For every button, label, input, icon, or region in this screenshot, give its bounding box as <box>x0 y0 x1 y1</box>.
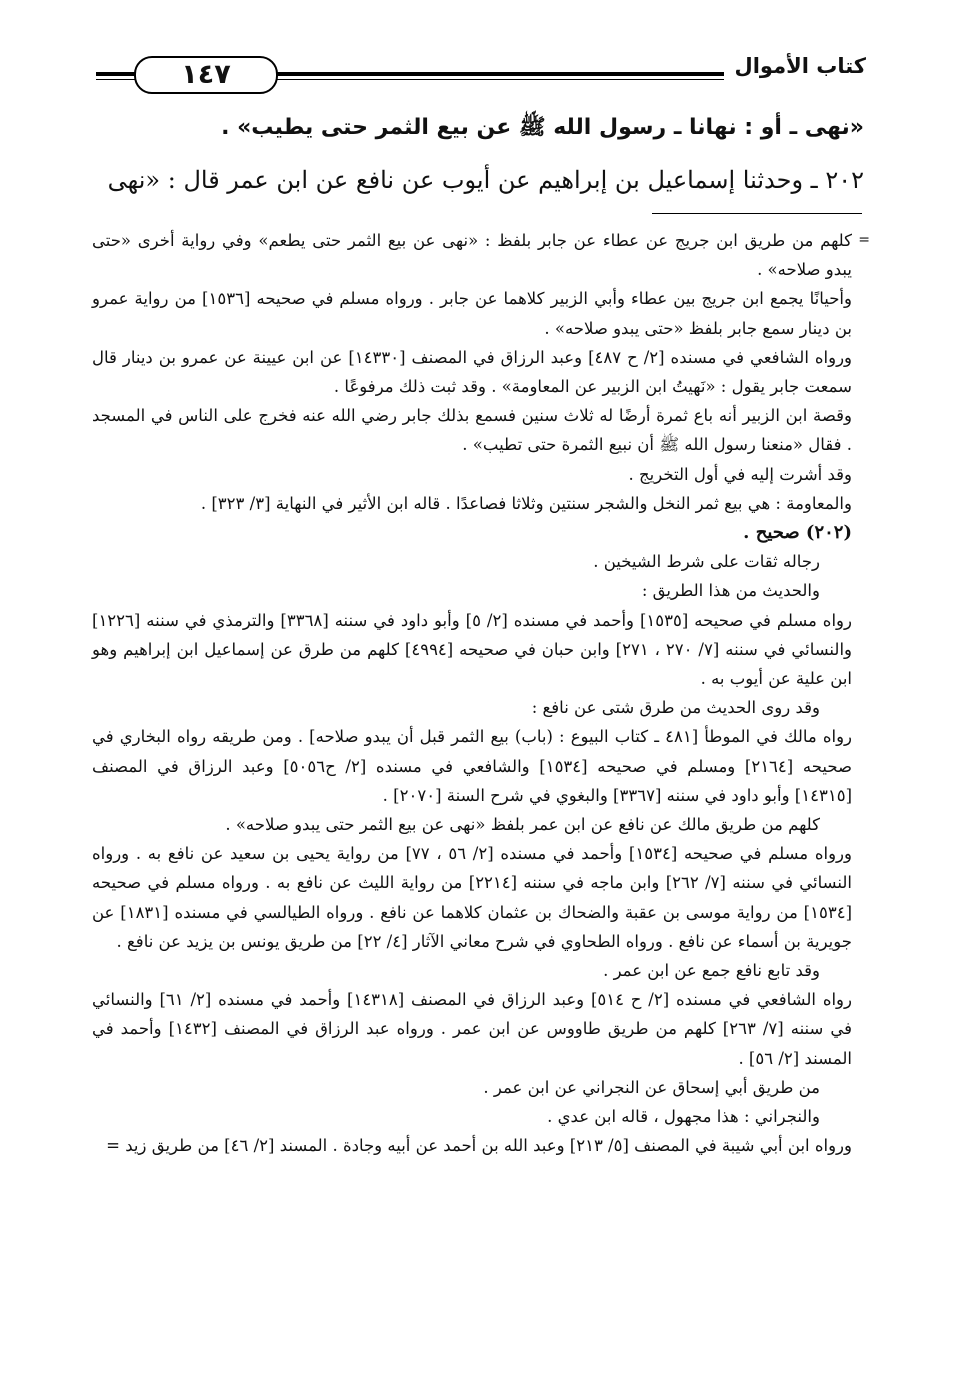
main-text-hadith-202: ٢٠٢ ـ وحدثنا إسماعيل بن إبراهيم عن أيوب عن نافع عن ابن عمر قال : «نهى <box>107 166 864 194</box>
footnote-paragraph: ورواه الشافعي في مسنده [٢/ ح ٤٨٧] وعبد الرزاق في المصنف [١٤٣٣٠] عن ابن عيينة عن عمرو بن دينار قال سمعت جابر يقول : «نَهيتُ ابن الزبير عن المعاومة» . وقد ثبت ذلك مرفوعًا . <box>92 347 853 397</box>
footnote-paragraph: كلهم من طريق ابن جريج عن عطاء عن جابر بلفظ : «نهى عن بيع الثمر حتى يطعم» وفي رواية أخرى «حتى يبدو صلاحه» . <box>92 231 853 280</box>
main-text-line-1: «نهى ـ أو : نهانا ـ رسول الله ﷺ عن بيع الثمر حتى يطيب» . <box>221 115 864 140</box>
book-title: كتاب الأموال <box>734 54 866 78</box>
footnote-paragraph: رجاله ثقات على شرط الشيخين . <box>593 552 820 572</box>
page-number: ١٤٧ <box>134 56 278 94</box>
continuation-mark: = <box>858 232 870 248</box>
footnote-paragraph: والمعاومة : هي بيع ثمر النخل والشجر سنتين وثلاثا فصاعدًا . قاله ابن الأثير في النهاية [٣/ ٣٢٣] . <box>200 493 852 513</box>
footnote-paragraph: وأحيانًا يجمع ابن جريج بين عطاء وأبي الزبير كلاهما عن جابر . ورواه مسلم في صحيحه [١٥٣٦] من رواية عمرو بن دينار سمع جابر بلفظ «حتى يبدو صلاحه» . <box>92 289 852 338</box>
footnote-paragraph: رواه مالك في الموطأ [٤٨١ ـ كتاب البيوع : (باب) بيع الثمر قبل أن يبدو صلاحه] . ومن طريقه رواه البخاري في صحيحه [٢١٦٤] ومسلم في صحيحه [١٥٣٤] والشافعي في مسنده [٢/ ح٥٠٥٦] وعبد الرزاق في المصنف [١٤٣١٥] وأبو داود في سننه [٣٣٦٧] والبغوي في شرح السنة [٢٠٧٠] . <box>92 727 853 805</box>
footnote-paragraph: كلهم من طريق مالك عن نافع عن ابن عمر بلفظ «نهى عن بيع الثمر حتى يبدو صلاحه» . <box>225 815 820 835</box>
footnote-paragraph: من طريق أبي إسحاق عن النجراني عن ابن عمر . <box>483 1077 820 1097</box>
footnote-heading: (٢٠٢) صحيح . <box>743 522 852 544</box>
page-header <box>96 52 866 100</box>
footnote-paragraph: والنجراني : هذا مجهول ، قاله ابن عدي . <box>547 1107 820 1127</box>
footnote-paragraph: والحديث من هذا الطريق : <box>641 581 820 601</box>
footnote-paragraph: ورواه مسلم في صحيحه [١٥٣٤] وأحمد في مسنده [٢/ ٥٦ ، ٧٧] من رواية يحيى بن سعيد عن نافع به . ورواه النسائي في سننه [٧/ ٢٦٢] وابن ماجه في سننه [٢٢١٤] من رواية الليث عن نافع به . ورواه مسلم في صحيحه [١٥٣٤] من رواية موسى بن عقبة والضحاك بن عثمان كلاهما عن نافع . ورواه الطيالسي في مسنده [١٨٣١] عن جويرية بن أسماء عن نافع . ورواه الطحاوي في شرح معاني الآثار [٤/ ٢٢] من طريق يونس بن يزيد عن نافع . <box>92 844 852 951</box>
footnote-separator <box>652 213 862 214</box>
footnote-paragraph: وقصة ابن الزبير أنه باع ثمرة أرضًا له ثلاث سنين فسمع بذلك جابر رضي الله عنه فخرج على الناس في المسجد . فقال «منعنا رسول الله ﷺ أن نبيع الثمرة حتى تطيب» . <box>92 406 852 455</box>
footnote-paragraph: وقد روى الحديث من طرق شتى عن نافع : <box>531 698 820 718</box>
footnote-paragraph: رواه مسلم في صحيحه [١٥٣٥] وأحمد في مسنده [٢/ ٥] وأبو داود في سننه [٣٣٦٨] والترمذي في سننه [١٢٢٦] والنسائي في سننه [٧/ ٢٧٠ ، ٢٧١] وابن حبان في صحيحه [٤٩٩٤] كلهم من طرق عن إسماعيل ابن إبراهيم وهو ابن علية عن أيوب به . <box>92 610 852 689</box>
footnote-paragraph: وقد أشرت إليه في أول التخريج . <box>628 464 852 484</box>
footnote-paragraph: ورواه ابن أبي شيبة في المصنف [٥/ ٢١٣] وعبد الله بن أحمد عن أبيه وجادة . المسند [٢/ ٤٦] من طريق زيد = <box>106 1136 852 1156</box>
footnotes-block <box>92 226 870 1161</box>
footnote-paragraph: وقد تابع نافع جمع عن ابن عمر . <box>603 961 820 981</box>
footnote-paragraph: رواه الشافعي في مسنده [٢/ ح ٥١٤] وعبد الرزاق في المصنف [١٤٣١٨] وأحمد في مسنده [٢/ ٦١] والنسائي في سننه [٧/ ٢٦٣] كلهم من طريق طاووس عن ابن عمر . ورواه عبد الرزاق في المصنف [١٤٣٢] وأحمد في المسند [٢/ ٥٦] . <box>92 990 852 1068</box>
